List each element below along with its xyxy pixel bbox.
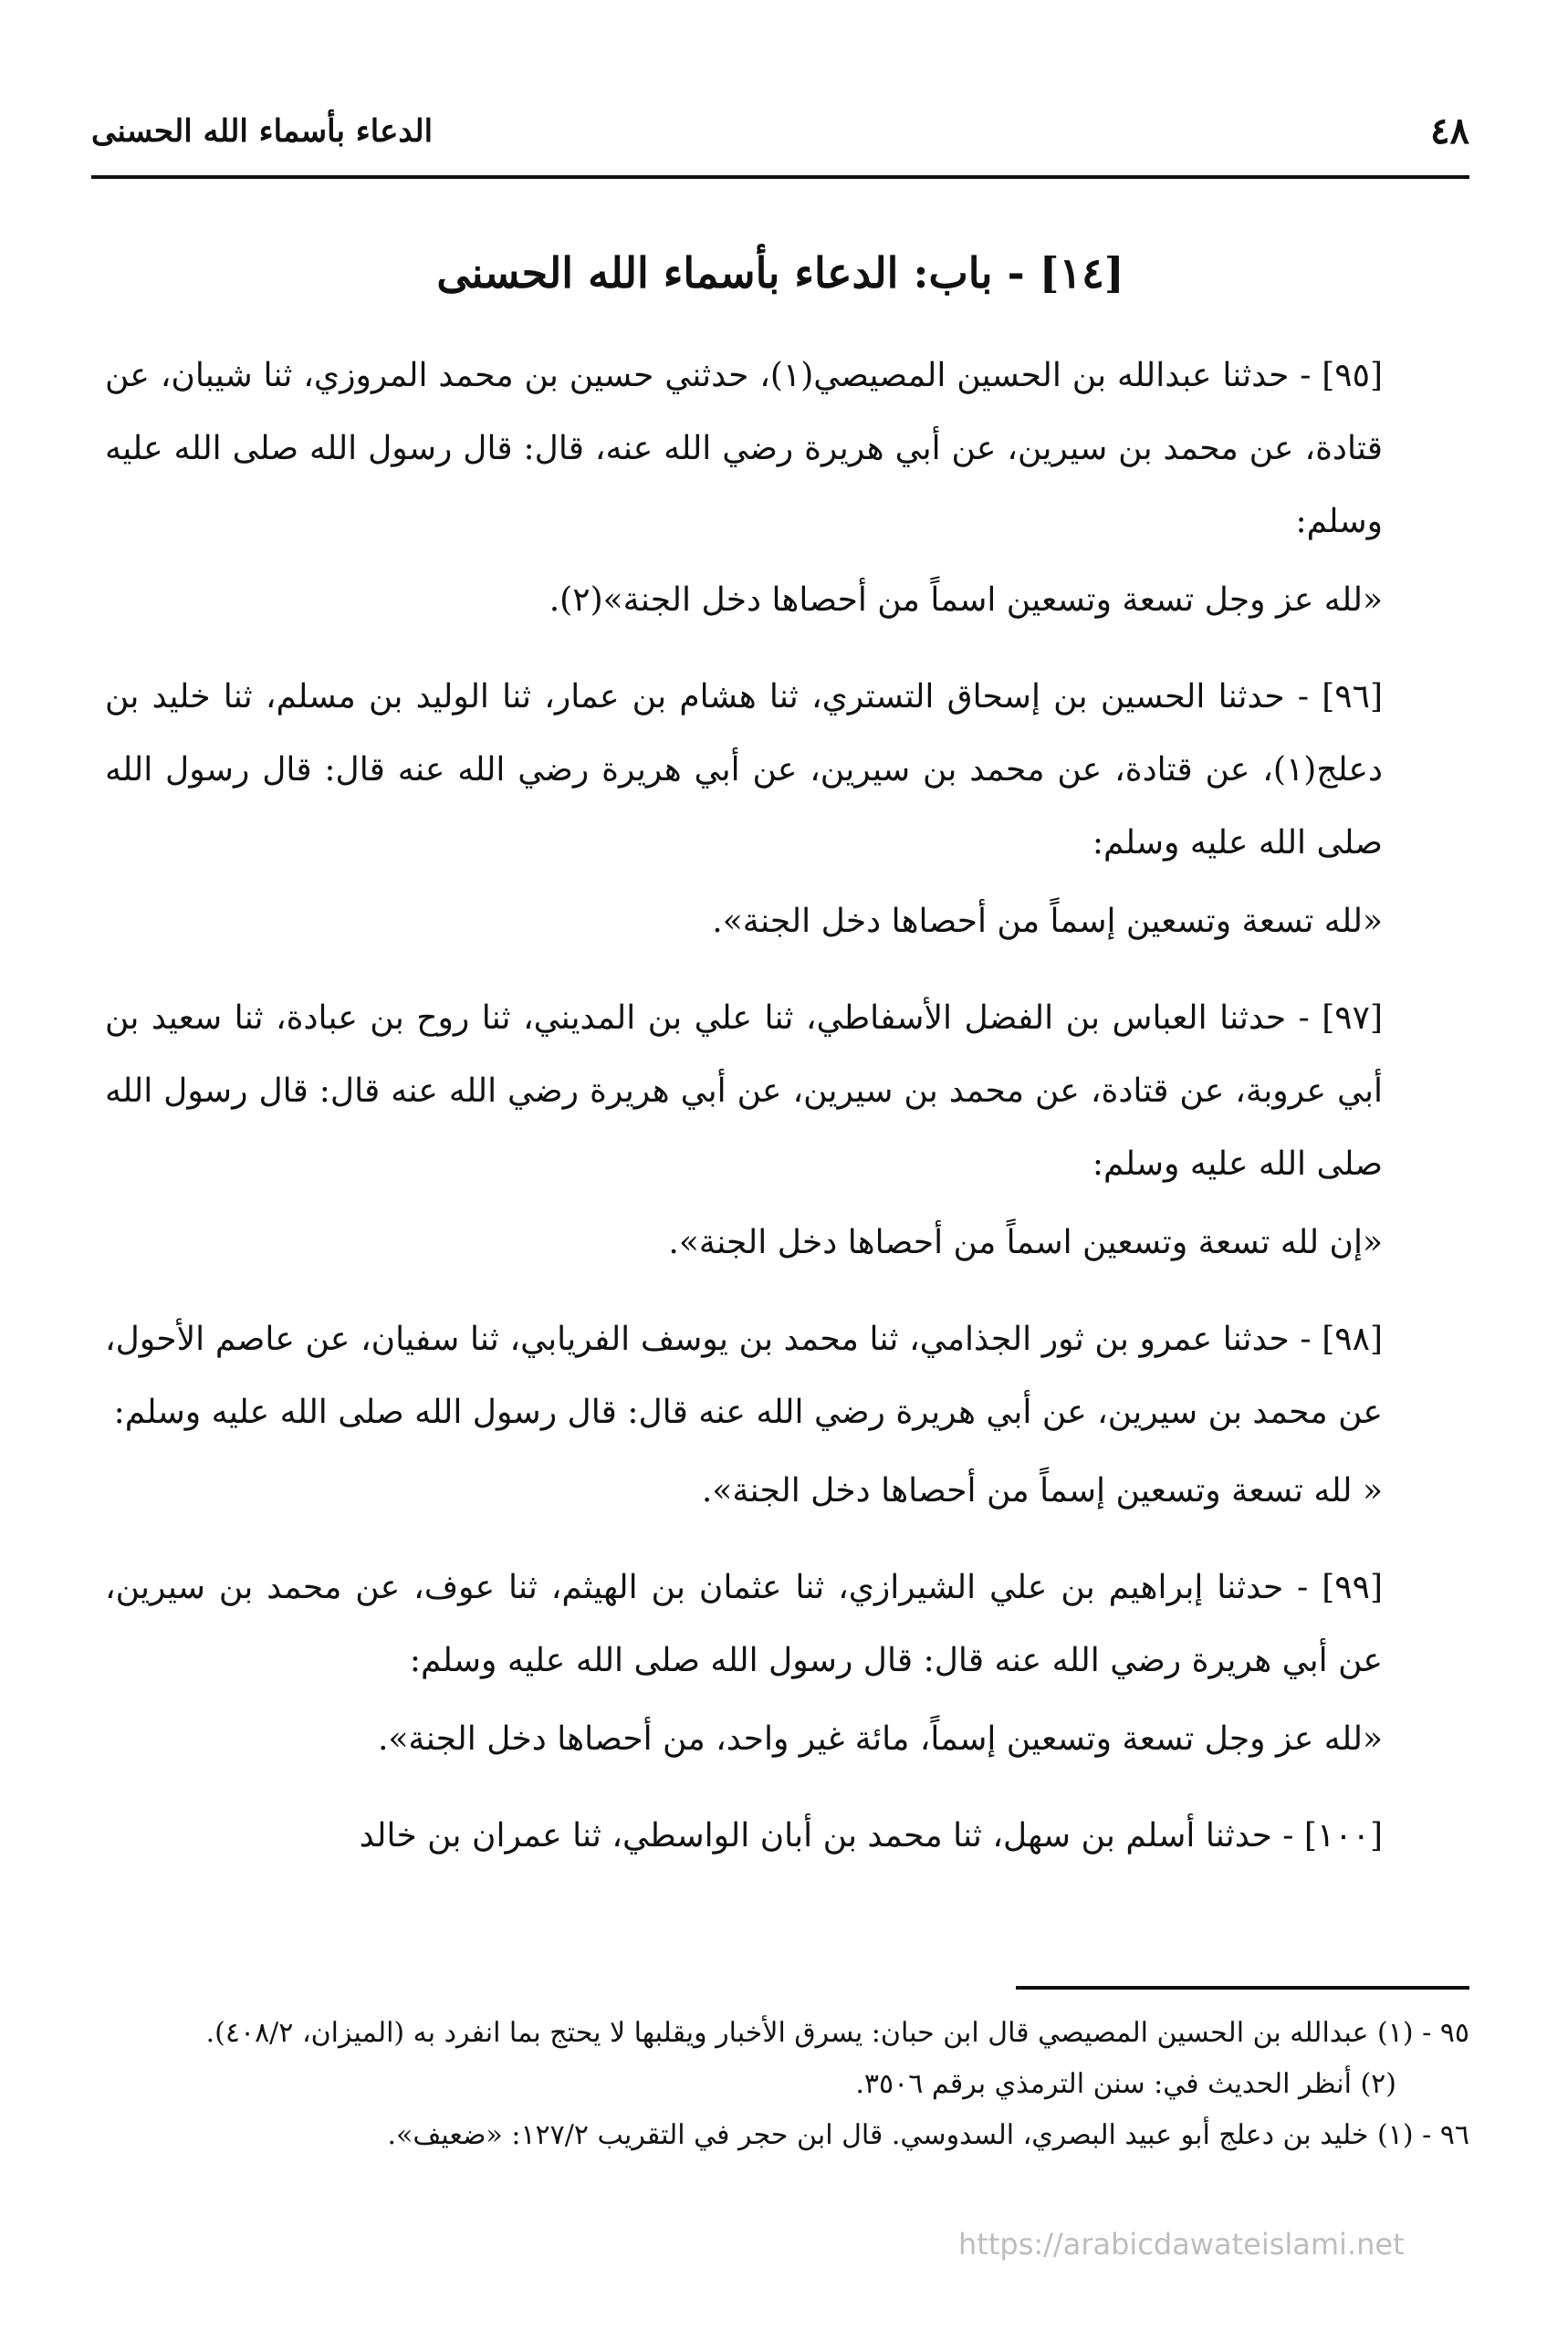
hadith-matn: «لله عز وجل تسعة وتسعين اسماً من أحصاها دخل الجنة»(٢). xyxy=(549,581,1383,619)
hadith-matn: «إن لله تسعة وتسعين اسماً من أحصاها دخل الجنة». xyxy=(668,1224,1383,1261)
hadith-95 xyxy=(105,340,1469,637)
footnotes xyxy=(105,2008,1469,2161)
hadith-list xyxy=(105,340,1469,1896)
page-number: ٤٨ xyxy=(1430,110,1469,152)
hadith-96 xyxy=(105,661,1469,958)
hadith-matn: « لله تسعة وتسعين إسماً من أحصاها دخل الجنة». xyxy=(701,1472,1383,1510)
hadith-97 xyxy=(105,982,1469,1280)
hadith-isnad: [٩٦] - حدثنا الحسين بن إسحاق التستري، ثنا هشام بن عمار، ثنا الوليد بن مسلم، ثنا خليد بن دعلج(١)، عن قتادة، عن محمد بن سيرين، عن أبي هريرة رضي الله عنه قال: قال رسول الله صلى الله عليه وسلم: xyxy=(105,678,1383,862)
footnote: ٩٥ - (١) عبدالله بن الحسين المصيصي قال ابن حبان: يسرق الأخبار ويقلبها لا يحتج بما انفرد به (الميزان، ٤٠٨/٢). xyxy=(205,2017,1469,2049)
page-header xyxy=(91,110,1469,173)
hadith-isnad: [٩٥] - حدثنا عبدالله بن الحسين المصيصي(١)، حدثني حسين بن محمد المروزي، ثنا شيبان، عن قتادة، عن محمد بن سيرين، عن أبي هريرة رضي الله عنه، قال: قال رسول الله صلى الله عليه وسلم: xyxy=(105,357,1384,540)
hadith-isnad: [١٠٠] - حدثنا أسلم بن سهل، ثنا محمد بن أبان الواسطي، ثنا عمران بن خالد xyxy=(359,1817,1383,1855)
watermark-url: https://arabicdawateislami.net xyxy=(958,2227,1405,2262)
hadith-isnad: [٩٧] - حدثنا العباس بن الفضل الأسفاطي، ثنا علي بن المديني، ثنا روح بن عبادة، ثنا سعيد بن أبي عروبة، عن قتادة، عن محمد بن سيرين، عن أبي هريرة رضي الله عنه قال: قال رسول الله صلى الله عليه وسلم: xyxy=(105,999,1383,1183)
footnote: ٩٦ - (١) خليد بن دعلج أبو عبيد البصري، السدوسي. قال ابن حجر في التقريب ١٢٧/٢: «ضعيف». xyxy=(387,2119,1469,2151)
header-rule xyxy=(91,175,1469,179)
hadith-100 xyxy=(105,1800,1469,1873)
hadith-matn: «لله عز وجل تسعة وتسعين إسماً، مائة غير واحد، من أحصاها دخل الجنة». xyxy=(377,1720,1383,1758)
footnote: (٢) أنظر الحديث في: سنن الترمذي برقم ٣٥٠٦. xyxy=(855,2068,1396,2100)
hadith-isnad: [٩٨] - حدثنا عمرو بن ثور الجذامي، ثنا محمد بن يوسف الفريابي، ثنا سفيان، عن عاصم الأحول، عن محمد بن سيرين، عن أبي هريرة رضي الله عنه قال: قال رسول الله صلى الله عليه وسلم: xyxy=(105,1321,1383,1431)
hadith-99 xyxy=(105,1552,1469,1776)
running-title: الدعاء بأسماء الله الحسنى xyxy=(91,113,434,150)
footnote-rule xyxy=(1016,1986,1469,1990)
hadith-98 xyxy=(105,1303,1469,1528)
hadith-isnad: [٩٩] - حدثنا إبراهيم بن علي الشيرازي، ثنا عثمان بن الهيثم، ثنا عوف، عن محمد بن سيرين، عن أبي هريرة رضي الله عنه قال: قال رسول الله صلى الله عليه وسلم: xyxy=(105,1569,1383,1679)
hadith-matn: «لله تسعة وتسعين إسماً من أحصاها دخل الجنة». xyxy=(712,903,1383,940)
chapter-title: [١٤] - باب: الدعاء بأسماء الله الحسنى xyxy=(436,248,1124,298)
